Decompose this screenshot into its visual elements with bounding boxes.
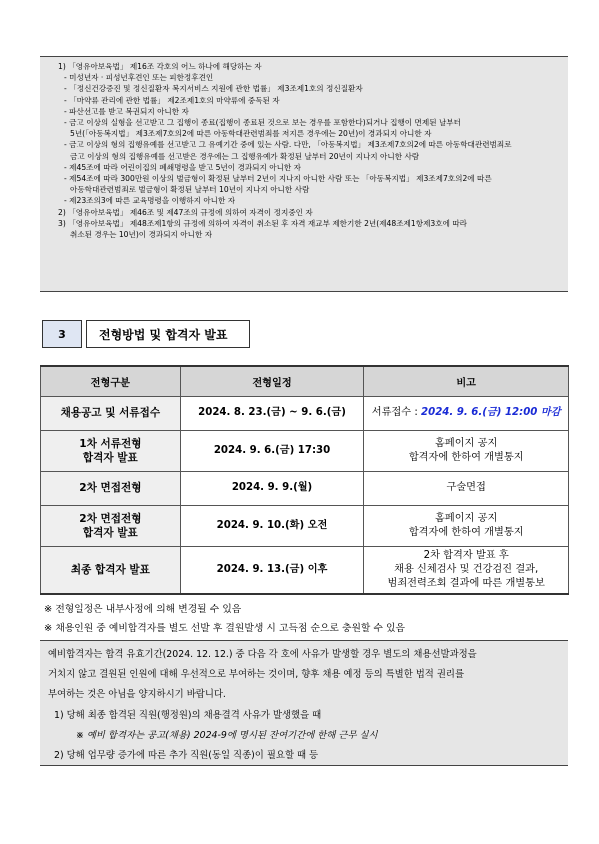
date-cell: 2024. 9. 13.(금) 이후	[180, 546, 364, 594]
rule-line: - 제23조의3에 따른 교육명령을 이행하지 아니한 자	[64, 196, 236, 206]
reserve-candidate-box	[40, 640, 568, 766]
rule-line: - 금고 이상의 실형을 선고받고 그 집행이 종료(집행이 종료된 것으로 보는 경우를 포함한다)되거나 집행이 면제된 날부터	[64, 118, 461, 128]
date-cell: 2024. 8. 23.(금) ~ 9. 6.(금)	[180, 396, 364, 430]
rule-line: 5년(「아동복지법」 제3조제7호의2에 따른 아동학대관련범죄를 저지른 경우에는 20년)이 경과되지 아니한 자	[70, 129, 432, 139]
section-header	[42, 320, 250, 348]
reserve-line: 거치지 않고 결원된 인원에 대해 우선적으로 부여하는 것이며, 향후 채용 예정 등의 특별한 법적 권리를	[48, 669, 465, 681]
disqualification-box	[40, 56, 568, 292]
category-cell: 2차 면접전형 합격자 발표	[41, 505, 181, 546]
reserve-item: 2) 당해 업무량 증가에 따른 추가 직원(동일 직종)이 필요할 때 등	[54, 750, 319, 762]
rule-line: 취소된 경우는 10년)이 경과되지 아니한 자	[70, 230, 213, 240]
column-header: 전형일정	[180, 366, 364, 396]
rule-line: 2) 「영유아보육법」 제46조 및 제47조의 규정에 의하여 자격이 정지중인 자	[58, 207, 313, 217]
table-row	[41, 546, 569, 594]
reserve-item-note: ※ 예비 합격자는 공고(채용) 2024-9에 명시된 잔여기간에 한해 근무 실시	[76, 729, 378, 741]
note-cell: 홈페이지 공지 합격자에 한하여 개별통지	[364, 430, 569, 471]
rule-line: - 미성년자 · 피성년후견인 또는 피한정후견인	[64, 73, 214, 83]
note-line: ※ 채용인원 중 예비합격자를 별도 선발 후 결원발생 시 고득점 순으로 충원할 수 있음	[44, 623, 405, 634]
note-cell: 2차 합격자 발표 후 채용 신체검사 및 건강검진 결과, 범죄전력조회 결과에 따른 개별통보	[364, 546, 569, 594]
date-cell: 2024. 9. 6.(금) 17:30	[180, 430, 364, 471]
category-cell: 채용공고 및 서류접수	[41, 396, 181, 430]
schedule-notes	[44, 600, 405, 638]
table-row	[41, 396, 569, 430]
table-header-row	[41, 366, 569, 396]
column-header: 비고	[364, 366, 569, 396]
date-cell: 2024. 9. 9.(월)	[180, 471, 364, 505]
reserve-line: 예비합격자는 합격 유효기간(2024. 12. 12.) 중 다음 각 호에 사유가 발생할 경우 별도의 채용선발과정을	[48, 649, 477, 660]
rule-line: - 파산선고를 받고 복권되지 아니한 자	[64, 106, 189, 116]
table-row	[41, 430, 569, 471]
table-row	[41, 471, 569, 505]
rule-line: - 제54조에 따라 300만원 이상의 벌금형이 확정된 날부터 2년이 지나지 아니한 사람 또는 「아동복지법」 제3조제7호의2에 따른	[64, 174, 492, 184]
schedule-table	[40, 365, 569, 595]
rule-line: 3) 「영유아보육법」 제48조제1항의 규정에 의하여 자격이 취소된 후 자격 재교부 제한기한 2년(제48조제1항제3호에 따라	[58, 218, 467, 228]
note-line: ※ 전형일정은 내부사정에 의해 변경될 수 있음	[44, 604, 242, 615]
rule-line: 아동학대관련범죄로 벌금형이 확정된 날부터 10년이 지나지 아니한 사람	[70, 185, 310, 195]
section-number: 3	[42, 320, 82, 348]
rule-line: 1) 「영유아보육법」 제16조 각호의 어느 하나에 해당하는 자	[58, 62, 262, 71]
note-cell: 홈페이지 공지 합격자에 한하여 개별통지	[364, 505, 569, 546]
rule-line: - 금고 이상의 형의 집행유예를 선고받고 그 유예기간 중에 있는 사람. 다만, 「아동복지법」 제3조제7호의2에 따른 아동학대관련범죄로	[64, 140, 512, 150]
section-title: 전형방법 및 합격자 발표	[86, 320, 250, 348]
date-cell: 2024. 9. 10.(화) 오전	[180, 505, 364, 546]
category-cell: 2차 면접전형	[41, 471, 181, 505]
rule-line: - 「마약류 관리에 관한 법률」 제2조제1호의 마약류에 중독된 자	[64, 95, 280, 105]
table-row	[41, 505, 569, 546]
note-cell: 서류접수 : 2024. 9. 6.(금) 12:00 마감	[364, 396, 569, 430]
rule-line: - 「정신건강증진 및 정신질환자 복지서비스 지원에 관한 법률」 제3조제1호의 정신질환자	[64, 84, 363, 94]
reserve-item: 1) 당해 최종 합격된 직원(행정원)의 채용결격 사유가 발생했을 때	[54, 709, 322, 721]
note-cell: 구술면접	[364, 471, 569, 505]
reserve-line: 부여하는 것은 아님을 양지하시기 바랍니다.	[48, 689, 226, 701]
column-header: 전형구분	[41, 366, 181, 396]
rule-line: - 제45조에 따라 어린이집의 폐쇄명령을 받고 5년이 경과되지 아니한 자	[64, 162, 302, 172]
rule-line: 금고 이상의 형의 집행유예를 선고받은 경우에는 그 집행유예가 확정된 날부터 20년이 지나지 아니한 사람	[70, 151, 420, 161]
category-cell: 1차 서류전형 합격자 발표	[41, 430, 181, 471]
category-cell: 최종 합격자 발표	[41, 546, 181, 594]
